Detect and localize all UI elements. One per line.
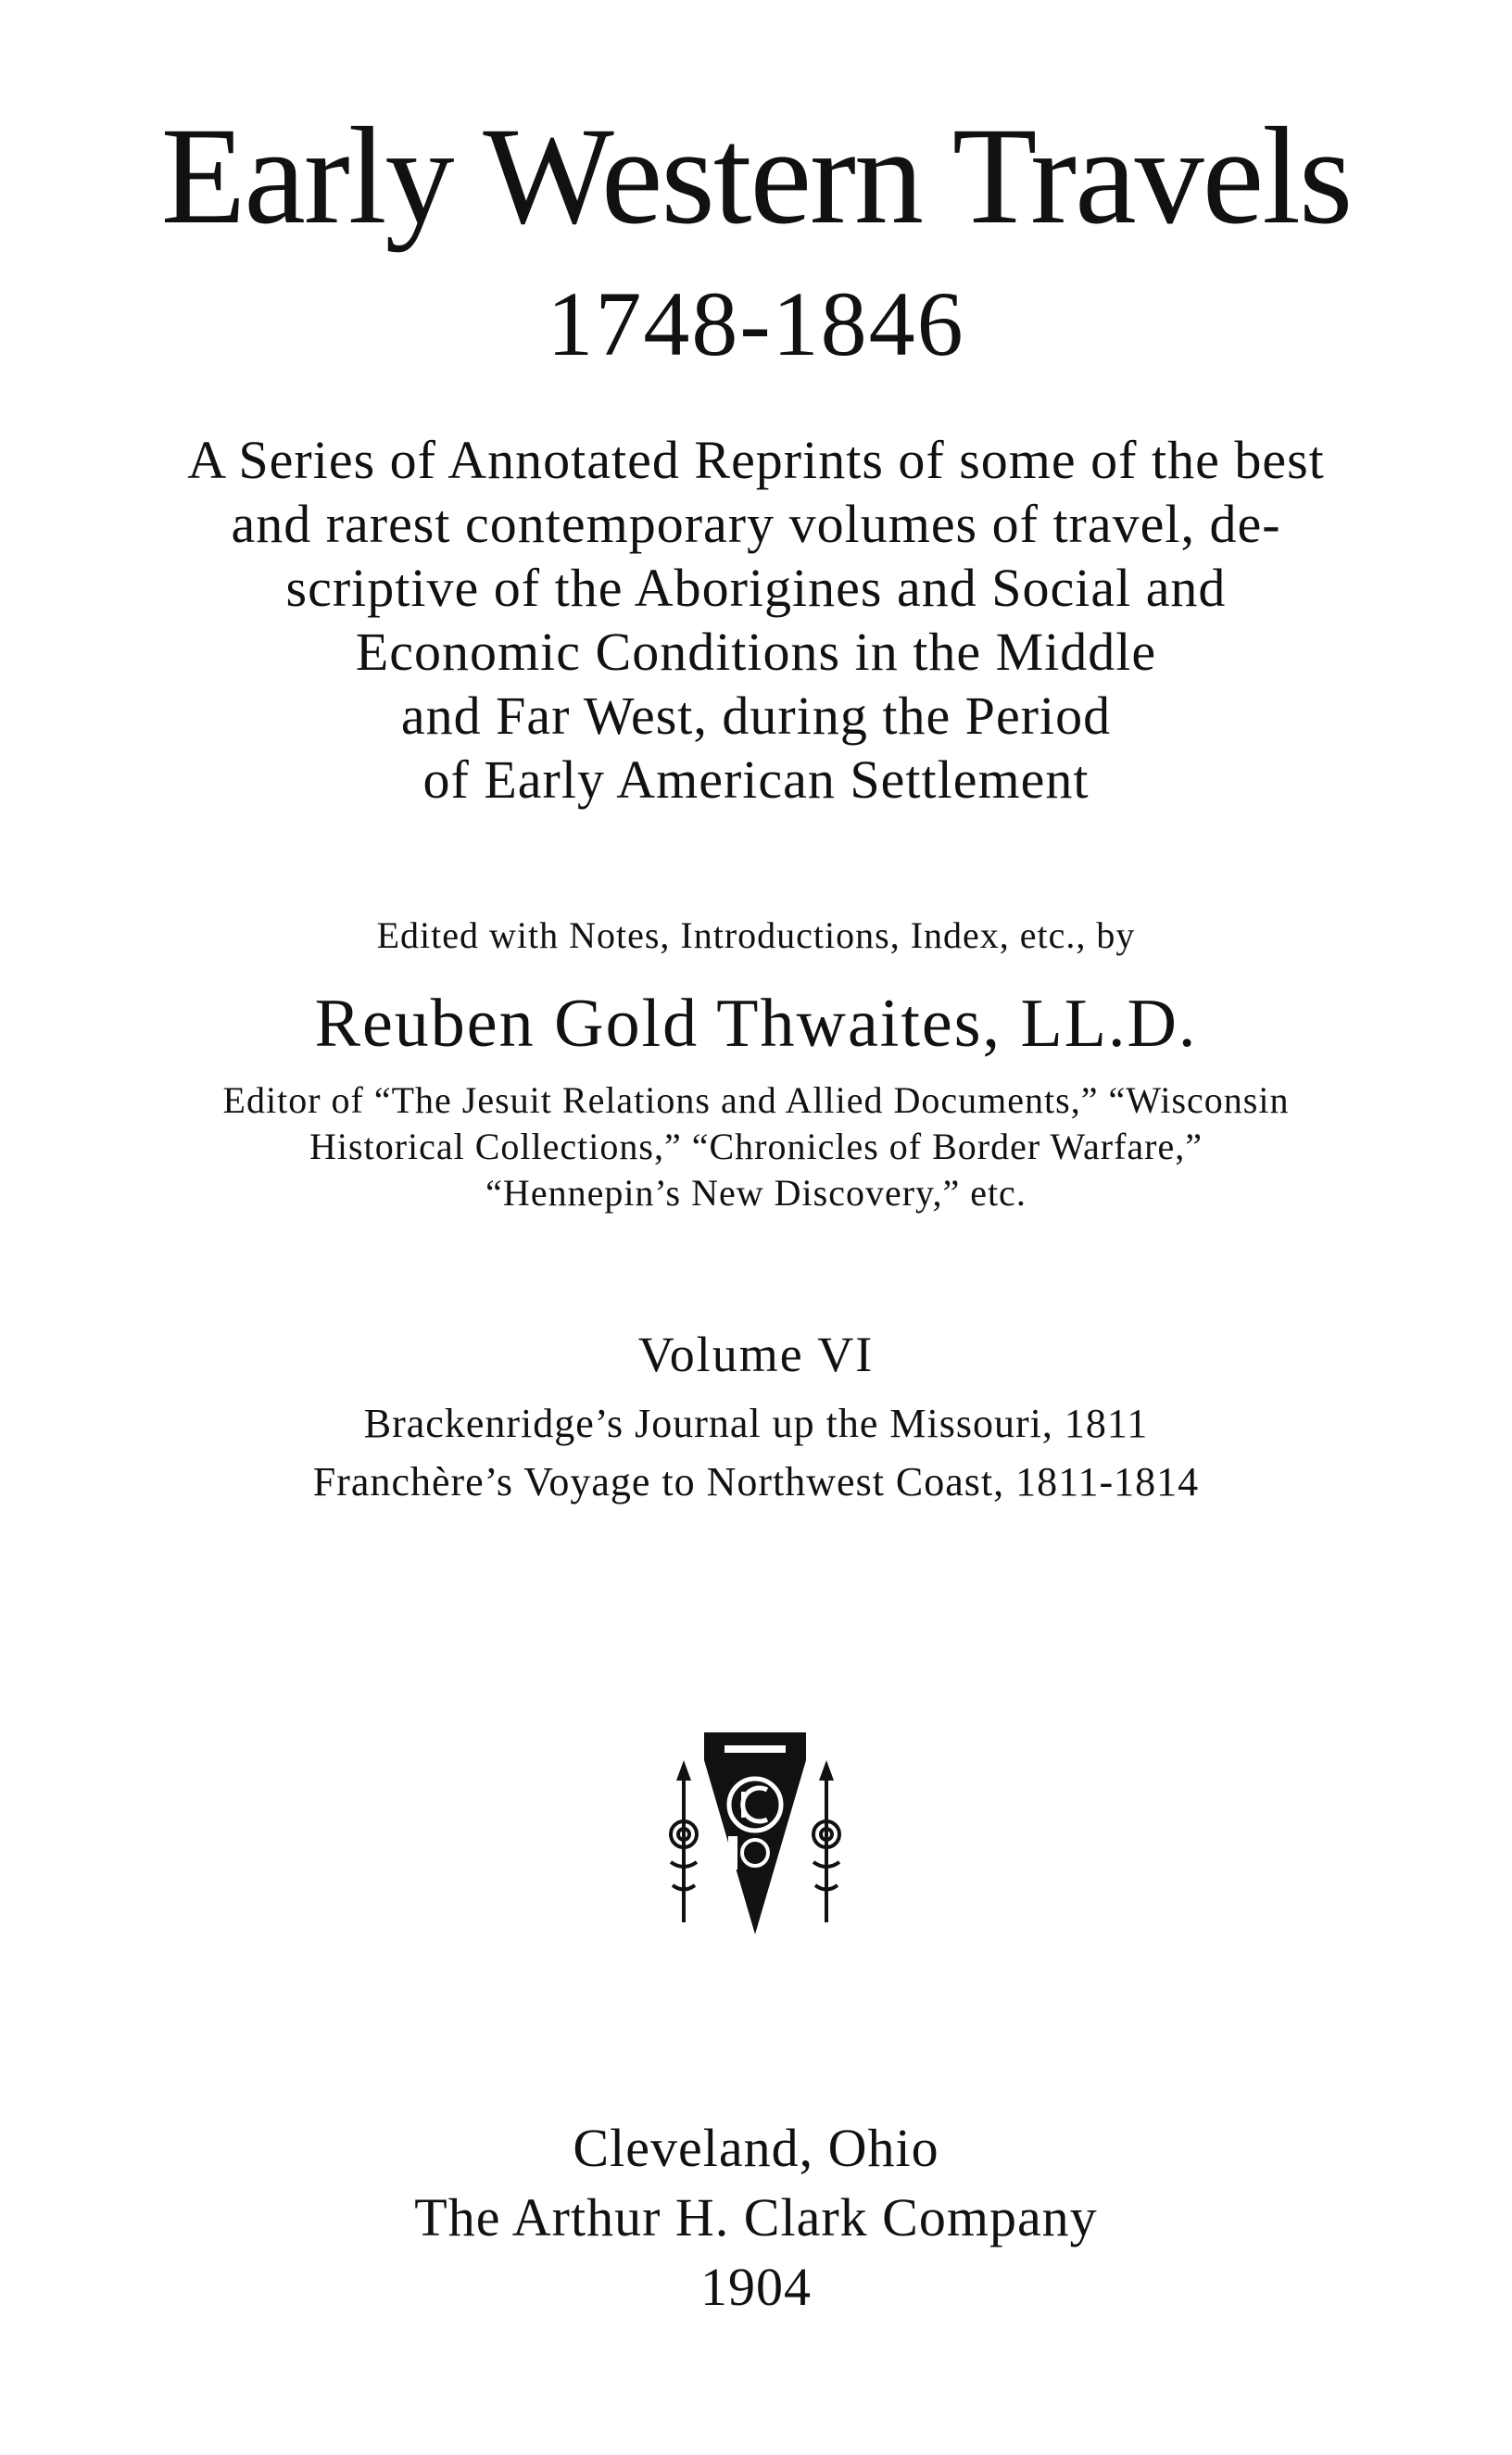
publisher-name: The Arthur H. Clark Company: [414, 2187, 1098, 2247]
description-line-4: Economic Conditions in the Middle: [355, 622, 1157, 682]
editor-credits-line-3: “Hennepin’s New Discovery,” etc.: [485, 1172, 1027, 1214]
publication-year: 1904: [700, 2257, 812, 2317]
volume-number: Volume VI: [637, 1327, 875, 1382]
description-line-3: scriptive of the Aborigines and Social and: [285, 558, 1227, 618]
description-line-2: and rarest contemporary volumes of travel, de-: [231, 494, 1281, 554]
contents-line-1: Brackenridge’s Journal up the Missouri, 1811: [363, 1401, 1149, 1446]
description-line-5: and Far West, during the Period: [400, 686, 1112, 746]
description-line-6: of Early American Settlement: [422, 749, 1090, 810]
edited-by-line: Edited with Notes, Introductions, Index, etc., by: [376, 914, 1136, 956]
contents-line-2: Franchère’s Voyage to Northwest Coast, 1811-1814: [312, 1459, 1200, 1504]
publisher-device-icon: [667, 1723, 843, 1936]
editor-credits-line-1: Editor of “The Jesuit Relations and Allied Documents,” “Wisconsin: [222, 1079, 1290, 1121]
description-line-1: A Series of Annotated Reprints of some of the best: [187, 430, 1325, 490]
book-years: 1748-1846: [547, 272, 965, 375]
book-title: Early Western Travels: [160, 99, 1352, 253]
publisher-city: Cleveland, Ohio: [573, 2118, 939, 2178]
editor-credits-line-2: Historical Collections,” “Chronicles of Border Warfare,”: [309, 1126, 1203, 1167]
editor-name: Reuben Gold Thwaites, LL.D.: [314, 986, 1198, 1062]
